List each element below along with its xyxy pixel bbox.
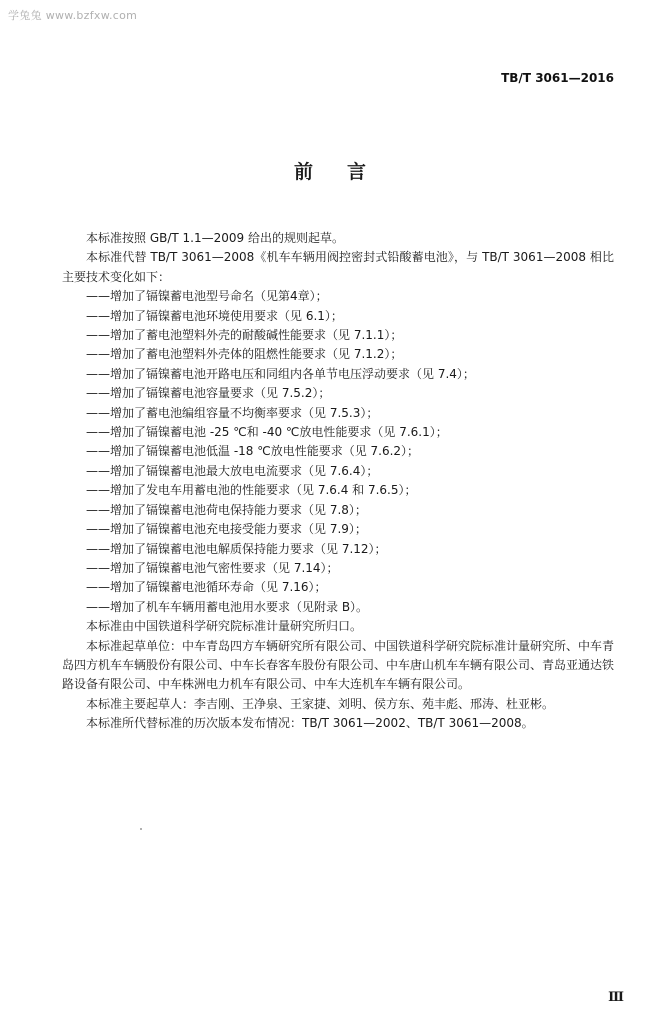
change-item: ——增加了镉镍蓄电池低温 -18 ℃放电性能要求（见 7.6.2）； (86, 444, 420, 459)
document-code: TB/T 3061—2016 (501, 71, 614, 85)
change-item: ——增加了镉镍蓄电池容量要求（见 7.5.2）； (86, 386, 331, 401)
closing-paragraph: 本标准主要起草人：李吉刚、王净泉、王家捷、刘明、侯方东、苑丰彪、邢涛、杜亚彬。 (86, 696, 555, 711)
change-item: ——增加了镉镍蓄电池最大放电电流要求（见 7.6.4）； (86, 463, 379, 478)
change-item: ——增加了镉镍蓄电池 -25 ℃和 -40 ℃放电性能要求（见 7.6.1）； (86, 425, 448, 440)
watermark-text: 学兔兔 www.bzfxw.com (8, 9, 138, 22)
change-item: ——增加了发电车用蓄电池的性能要求（见 7.6.4 和 7.6.5）； (86, 483, 417, 498)
change-item: ——增加了镉镍蓄电池电解质保持能力要求（见 7.12）； (86, 541, 387, 556)
intro-paragraph: 本标准按照 GB/T 1.1—2009 给出的规则起草。 (86, 231, 344, 245)
intro-paragraph: 本标准代替 TB/T 3061—2008《机车车辆用阀控密封式铅酸蓄电池》，与 TB/T 3061—2008 相比主要技术变化如下： (62, 250, 614, 284)
change-item: ——增加了蓄电池塑料外壳的耐酸碱性能要求（见 7.1.1）； (86, 328, 403, 343)
change-item: ——增加了蓄电池编组容量不均衡率要求（见 7.5.3）； (86, 405, 379, 420)
change-item: ——增加了蓄电池塑料外壳体的阻燃性能要求（见 7.1.2）； (86, 347, 403, 362)
change-item: ——增加了镉镍蓄电池型号命名（见第4章）； (86, 289, 328, 304)
change-item: ——增加了镉镍蓄电池荷电保持能力要求（见 7.8）； (86, 502, 367, 517)
closing-paragraph: 本标准由中国铁道科学研究院标准计量研究所归口。 (86, 619, 363, 634)
change-item: ——增加了镉镍蓄电池循环寿命（见 7.16）； (86, 580, 327, 595)
closing-paragraph: 本标准所代替标准的历次版本发布情况：TB/T 3061—2002、TB/T 3061—2008。 (86, 716, 534, 731)
page-title: 前言 (293, 161, 400, 183)
change-item: ——增加了镉镍蓄电池气密性要求（见 7.14）； (86, 560, 339, 575)
closing-paragraph: 本标准起草单位：中车青岛四方车辆研究所有限公司、中国铁道科学研究院标准计量研究所、中车青岛四方机车车辆股份有限公司、中车长春客车股份有限公司、中车唐山机车车辆有限公司、青岛亚通达铁路设备有限公司、中车株洲电力机车有限公司、中车大连机车车辆有限公司。 (62, 638, 615, 692)
page-number: Ⅲ (608, 990, 624, 1005)
change-item: ——增加了镉镍蓄电池开路电压和同组内各单节电压浮动要求（见 7.4）； (86, 366, 475, 381)
change-item: ——增加了镉镍蓄电池充电接受能力要求（见 7.9）； (86, 522, 367, 537)
change-item: ——增加了机车车辆用蓄电池用水要求（见附录 B）。 (86, 599, 369, 614)
document-body (62, 229, 614, 734)
stray-mark (140, 828, 142, 830)
change-item: ——增加了镉镍蓄电池环境使用要求（见 6.1）； (86, 308, 343, 323)
